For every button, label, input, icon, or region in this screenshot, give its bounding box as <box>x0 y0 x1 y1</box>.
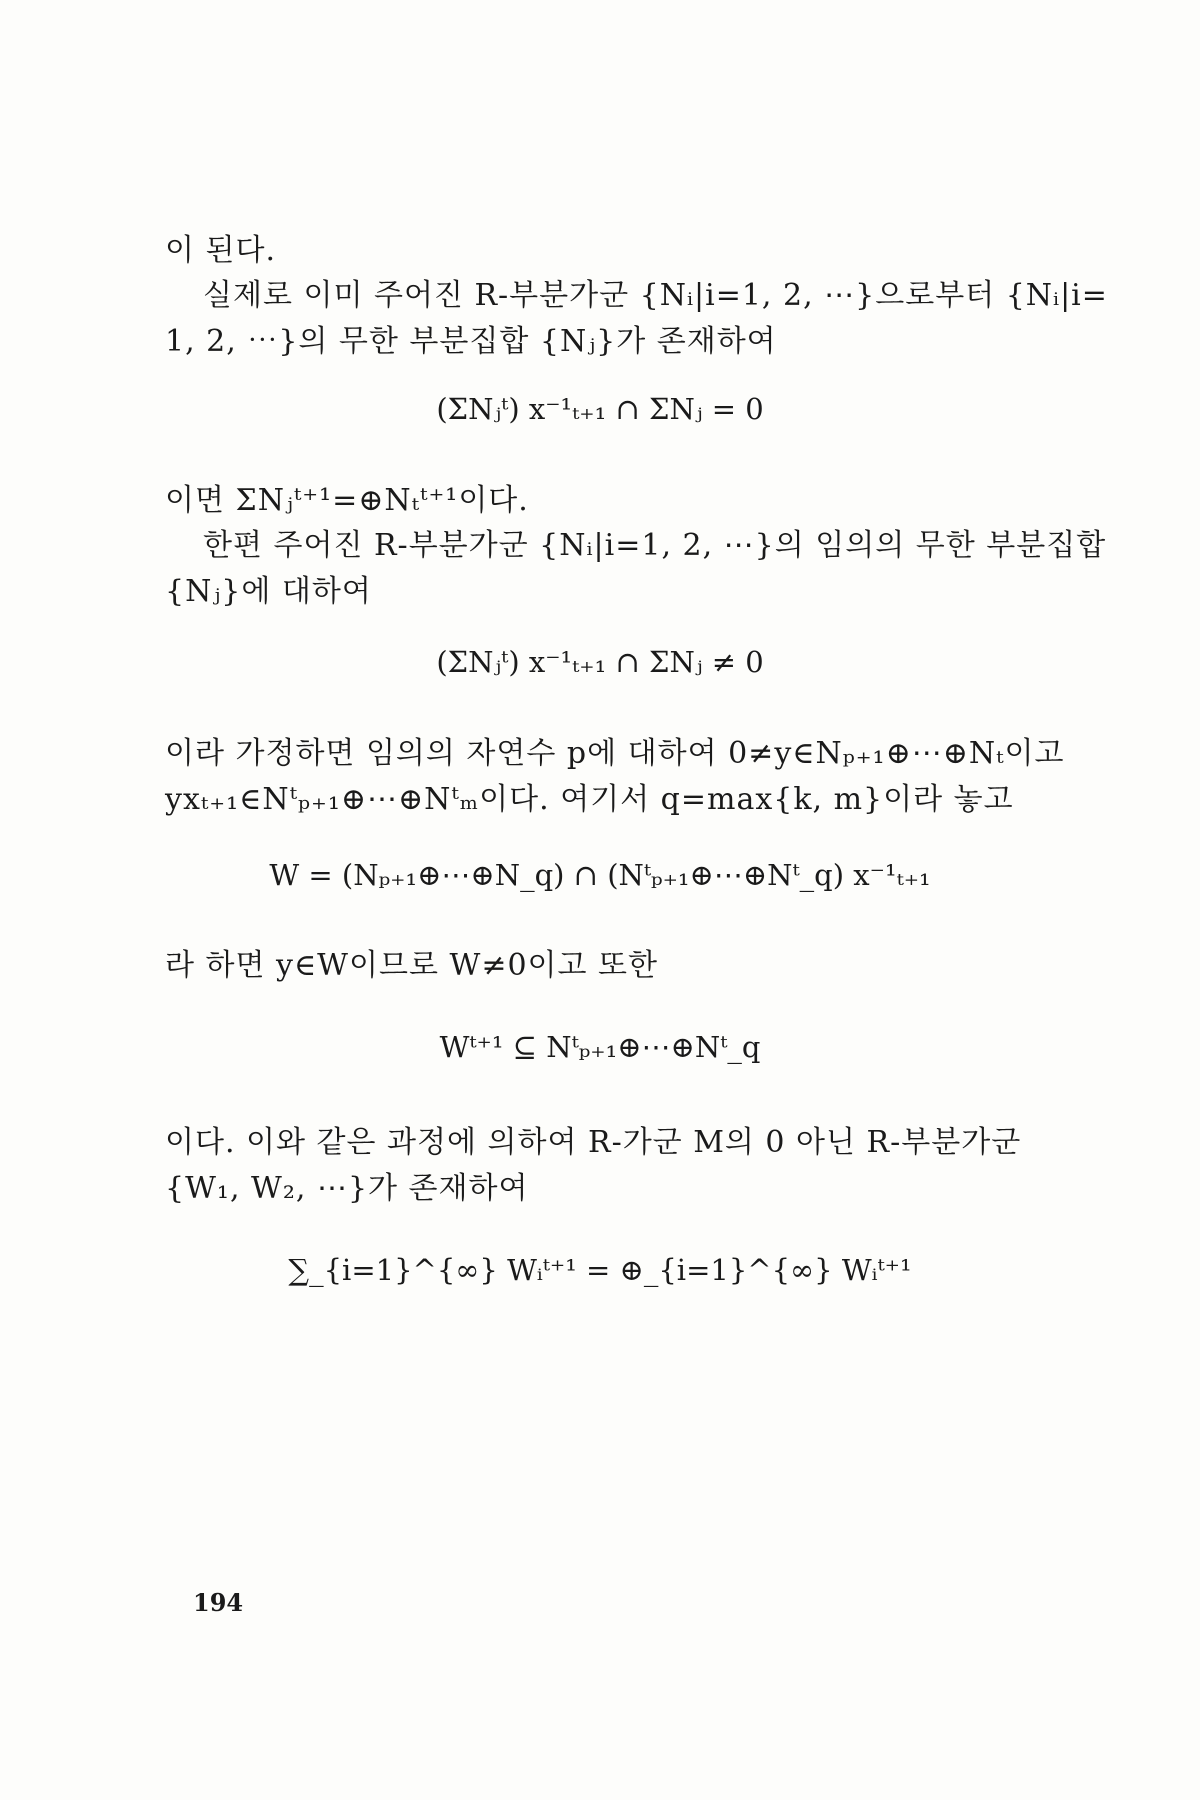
text-line-1: 이 된다. <box>165 233 277 268</box>
text-line-10: 이다. 이와 같은 과정에 의하여 R-가군 M의 0 아닌 R-부분가군 <box>165 1125 1022 1160</box>
text-line-5: 한편 주어진 R-부분가군 {Nᵢ|i=1, 2, ⋯}의 임의의 무한 부분집합 <box>203 528 1107 563</box>
text-line-9: 라 하면 y∈W이므로 W≠0이고 또한 <box>165 948 658 983</box>
text-line-3: 1, 2, ⋯}의 무한 부분집합 {Nⱼ}가 존재하여 <box>165 324 777 359</box>
text-line-4: 이면 ΣNⱼᵗ⁺¹=⊕Nₜᵗ⁺¹이다. <box>165 483 529 518</box>
text-line-8: yxₜ₊₁∈Nᵗₚ₊₁⊕⋯⊕Nᵗₘ이다. 여기서 q=max{k, m}이라 놓고 <box>165 782 1014 817</box>
equation-5: ∑_{i=1}^{∞} Wᵢᵗ⁺¹ = ⊕_{i=1}^{∞} Wᵢᵗ⁺¹ <box>288 1253 912 1287</box>
text-line-2: 실제로 이미 주어진 R-부분가군 {Nᵢ|i=1, 2, ⋯}으로부터 {Nᵢ|i= <box>203 278 1108 313</box>
text-line-7: 이라 가정하면 임의의 자연수 p에 대하여 0≠y∈Nₚ₊₁⊕⋯⊕Nₜ이고 <box>165 736 1065 771</box>
page-number: 194 <box>193 1588 244 1617</box>
text-line-11: {W₁, W₂, ⋯}가 존재하여 <box>165 1171 529 1206</box>
text-line-6: {Nⱼ}에 대하여 <box>165 574 372 609</box>
equation-3: W = (Nₚ₊₁⊕⋯⊕N_q) ∩ (Nᵗₚ₊₁⊕⋯⊕Nᵗ_q) x⁻¹ₜ₊₁ <box>269 858 931 892</box>
equation-1: (ΣNⱼᵗ) x⁻¹ₜ₊₁ ∩ ΣNⱼ = 0 <box>436 392 764 426</box>
equation-2: (ΣNⱼᵗ) x⁻¹ₜ₊₁ ∩ ΣNⱼ ≠ 0 <box>436 645 764 679</box>
equation-4: Wᵗ⁺¹ ⊆ Nᵗₚ₊₁⊕⋯⊕Nᵗ_q <box>439 1030 761 1064</box>
